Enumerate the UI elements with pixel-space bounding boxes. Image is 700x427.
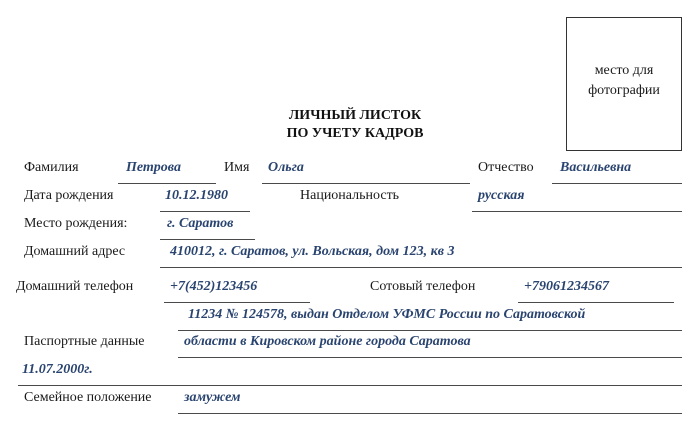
home-address-value[interactable]: 410012, г. Саратов, ул. Вольская, дом 123, кв 3 (170, 244, 455, 259)
nationality-label: Национальность (300, 188, 400, 203)
patronymic-underline (552, 183, 682, 184)
birth-place-underline (160, 239, 255, 240)
birth-place-value[interactable]: г. Саратов (167, 216, 234, 231)
mobile-phone-value[interactable]: +79061234567 (524, 279, 609, 294)
photo-placeholder (566, 17, 682, 151)
surname-value[interactable]: Петрова (126, 160, 181, 175)
home-address-label: Домашний адрес (24, 244, 126, 259)
name-label: Имя (224, 160, 250, 175)
passport-underline-1 (178, 330, 682, 331)
name-value[interactable]: Ольга (268, 160, 304, 175)
nationality-value[interactable]: русская (478, 188, 525, 203)
home-address-underline (160, 267, 682, 268)
patronymic-value[interactable]: Васильевна (560, 160, 632, 175)
surname-label: Фамилия (24, 160, 79, 175)
photo-caption-line2: фотографии (588, 83, 660, 98)
passport-value-line2[interactable]: области в Кировском районе города Саратова (184, 334, 471, 349)
passport-underline-2 (178, 357, 682, 358)
surname-underline (118, 183, 216, 184)
marital-status-label: Семейное положение (24, 390, 152, 405)
home-phone-value[interactable]: +7(452)123456 (170, 279, 258, 294)
name-underline (262, 183, 470, 184)
passport-label: Паспортные данные (24, 334, 145, 349)
home-phone-underline (164, 302, 310, 303)
document-title-line1: ЛИЧНЫЙ ЛИСТОК (288, 108, 422, 123)
birth-date-label: Дата рождения (24, 188, 114, 203)
mobile-phone-underline (518, 302, 674, 303)
birth-place-label: Место рождения: (24, 216, 128, 231)
birth-date-value[interactable]: 10.12.1980 (165, 188, 228, 203)
passport-value-line3[interactable]: 11.07.2000г. (22, 362, 93, 377)
passport-value-line1[interactable]: 11234 № 124578, выдан Отделом УФМС России по Саратовской (188, 307, 586, 322)
birth-date-underline (160, 211, 250, 212)
patronymic-label: Отчество (478, 160, 534, 175)
home-phone-label: Домашний телефон (16, 279, 134, 294)
photo-caption-line1: место для (594, 63, 654, 78)
nationality-underline (472, 211, 682, 212)
marital-status-underline (178, 413, 682, 414)
marital-status-value[interactable]: замужем (184, 390, 241, 405)
document-title-line2: ПО УЧЕТУ КАДРОВ (286, 126, 424, 141)
passport-underline-3 (18, 385, 682, 386)
mobile-phone-label: Сотовый телефон (370, 279, 476, 294)
